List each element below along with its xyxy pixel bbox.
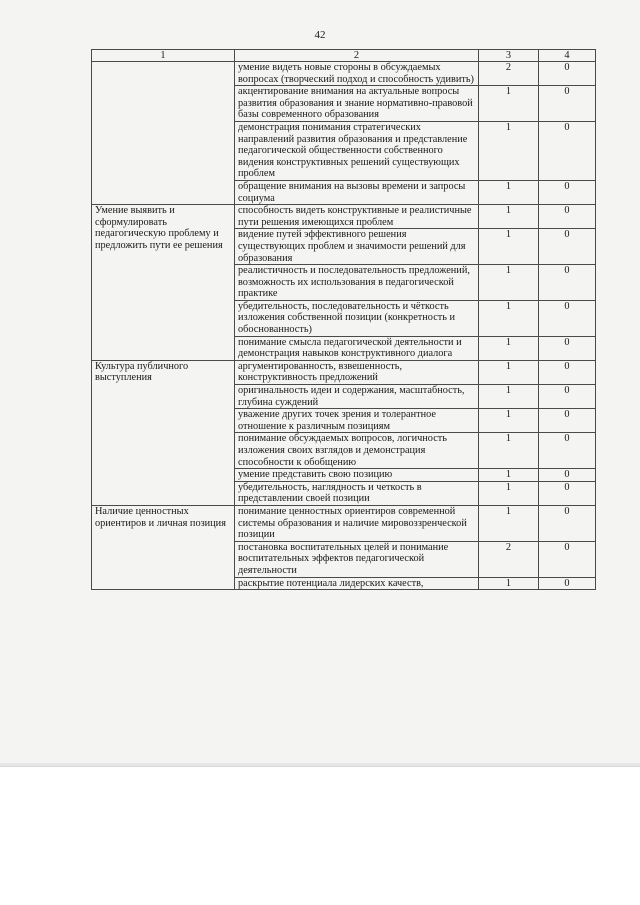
page-number: 42 <box>314 29 326 41</box>
score-zero-cell: 0 <box>539 336 596 360</box>
indicator-cell: оригинальность идеи и содержания, масштабность, глубина суждений <box>235 385 479 409</box>
score-zero-cell: 0 <box>539 121 596 180</box>
score-cell: 1 <box>479 265 539 301</box>
indicator-cell: реалистичность и последовательность предложений, возможность их использования в педагогической практике <box>235 265 479 301</box>
score-zero-cell: 0 <box>539 409 596 433</box>
score-zero-cell: 0 <box>539 180 596 204</box>
indicator-cell: раскрытие потенциала лидерских качеств, <box>235 577 479 590</box>
score-cell: 1 <box>479 336 539 360</box>
column-header-4: 4 <box>539 50 596 62</box>
score-cell: 1 <box>479 229 539 265</box>
criterion-cell <box>92 62 235 205</box>
criterion-cell: Наличие ценностных ориентиров и личная позиция <box>92 505 235 589</box>
score-zero-cell: 0 <box>539 265 596 301</box>
criteria-table <box>91 49 596 590</box>
indicator-cell: понимание обсуждаемых вопросов, логичность изложения своих взглядов и демонстрация способности к обобщению <box>235 433 479 469</box>
score-zero-cell: 0 <box>539 469 596 482</box>
indicator-cell: умение видеть новые стороны в обсуждаемых вопросах (творческий подход и способность удивить) <box>235 62 479 86</box>
indicator-cell: способность видеть конструктивные и реалистичные пути решения имеющихся проблем <box>235 205 479 229</box>
indicator-cell: акцентирование внимания на актуальные вопросы развития образования и знание нормативно-правовой базы современного образования <box>235 86 479 122</box>
table-row <box>92 205 596 229</box>
score-cell: 1 <box>479 300 539 336</box>
score-zero-cell: 0 <box>539 205 596 229</box>
score-zero-cell: 0 <box>539 577 596 590</box>
score-cell: 1 <box>479 360 539 384</box>
score-cell: 1 <box>479 433 539 469</box>
table-row <box>92 62 596 86</box>
indicator-cell: уважение других точек зрения и толерантное отношение к различным позициям <box>235 409 479 433</box>
score-zero-cell: 0 <box>539 360 596 384</box>
table-row <box>92 505 596 541</box>
column-header-2: 2 <box>235 50 479 62</box>
score-zero-cell: 0 <box>539 300 596 336</box>
score-zero-cell: 0 <box>539 385 596 409</box>
criterion-cell: Умение выявить и сформулировать педагогическую проблему и предложить пути ее решения <box>92 205 235 361</box>
score-zero-cell: 0 <box>539 433 596 469</box>
score-cell: 2 <box>479 541 539 577</box>
score-zero-cell: 0 <box>539 481 596 505</box>
score-cell: 1 <box>479 481 539 505</box>
indicator-cell: убедительность, последовательность и чёткость изложения собственной позиции (конкретность и обоснованность) <box>235 300 479 336</box>
indicator-cell: обращение внимания на вызовы времени и запросы социума <box>235 180 479 204</box>
score-zero-cell: 0 <box>539 505 596 541</box>
score-cell: 1 <box>479 577 539 590</box>
score-cell: 1 <box>479 180 539 204</box>
score-zero-cell: 0 <box>539 62 596 86</box>
indicator-cell: понимание ценностных ориентиров современной системы образования и наличие мировоззренческой позиции <box>235 505 479 541</box>
score-cell: 1 <box>479 505 539 541</box>
score-cell: 1 <box>479 121 539 180</box>
score-cell: 1 <box>479 86 539 122</box>
indicator-cell: аргументированность, взвешенность, конструктивность предложений <box>235 360 479 384</box>
score-cell: 1 <box>479 409 539 433</box>
score-cell: 1 <box>479 385 539 409</box>
column-header-3: 3 <box>479 50 539 62</box>
score-cell: 2 <box>479 62 539 86</box>
indicator-cell: демонстрация понимания стратегических направлений развития образования и представление педагогической общественности собственного видения конструктивных решений существующих проблем <box>235 121 479 180</box>
score-cell: 1 <box>479 469 539 482</box>
score-zero-cell: 0 <box>539 229 596 265</box>
score-zero-cell: 0 <box>539 86 596 122</box>
indicator-cell: постановка воспитательных целей и понимание воспитательных эффектов педагогической деятельности <box>235 541 479 577</box>
indicator-cell: убедительность, наглядность и четкость в представлении своей позиции <box>235 481 479 505</box>
table-header-row <box>92 50 596 62</box>
column-header-1: 1 <box>92 50 235 62</box>
indicator-cell: умение представить свою позицию <box>235 469 479 482</box>
score-cell: 1 <box>479 205 539 229</box>
score-zero-cell: 0 <box>539 541 596 577</box>
criterion-cell: Культура публичного выступления <box>92 360 235 505</box>
indicator-cell: видение путей эффективного решения существующих проблем и значимости решений для образования <box>235 229 479 265</box>
indicator-cell: понимание смысла педагогической деятельности и демонстрация навыков конструктивного диалога <box>235 336 479 360</box>
table-row <box>92 360 596 384</box>
